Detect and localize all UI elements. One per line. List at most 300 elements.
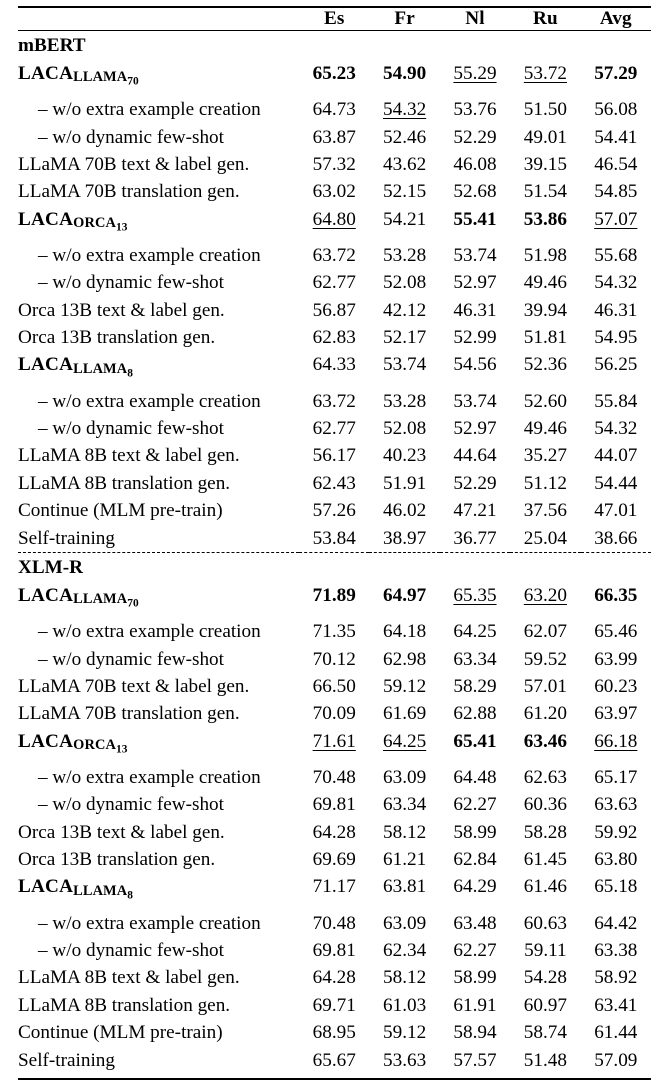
table-cell xyxy=(299,178,369,205)
table-cell xyxy=(299,700,369,727)
cell-value-es: 62.77 xyxy=(312,272,356,294)
cell-value-avg: 61.44 xyxy=(594,1022,638,1044)
table-cell xyxy=(369,297,439,324)
model-name-subscript: $LLAMA_{70}$ xyxy=(73,591,139,610)
table-cell xyxy=(510,388,580,415)
table-cell xyxy=(440,964,510,991)
cell-value-nl: 62.84 xyxy=(453,849,497,871)
table-cell xyxy=(440,442,510,469)
table-cell xyxy=(440,242,510,269)
cell-value-avg: 66.35 xyxy=(594,585,638,607)
row-label-model xyxy=(18,351,299,387)
table-row xyxy=(18,673,651,700)
cell-value-nl: 46.31 xyxy=(453,299,497,321)
table-cell xyxy=(510,728,580,764)
cell-value-es: 65.67 xyxy=(312,1049,356,1071)
table-cell xyxy=(581,206,651,242)
table-row xyxy=(18,96,651,123)
table-cell xyxy=(581,1019,651,1046)
table-row xyxy=(18,351,651,387)
cell-value-es: 64.73 xyxy=(312,99,356,121)
cell-value-fr: 63.09 xyxy=(383,766,427,788)
cell-value-ru: 51.12 xyxy=(523,472,567,494)
cell-value-es: 63.87 xyxy=(312,126,356,148)
cell-value-fr: 54.32 xyxy=(383,99,427,121)
row-label: – w/o extra example creation xyxy=(38,621,261,643)
cell-value-ru: 51.50 xyxy=(523,99,567,121)
cell-value-avg: 46.31 xyxy=(594,299,638,321)
table-cell xyxy=(299,582,369,618)
cell-value-ru: 37.56 xyxy=(523,500,567,522)
table-cell xyxy=(581,764,651,791)
cell-value-avg: 55.84 xyxy=(594,390,638,412)
table-cell xyxy=(510,269,580,296)
table-cell xyxy=(369,151,439,178)
table-cell xyxy=(510,764,580,791)
table-cell xyxy=(510,206,580,242)
cell-value-avg: 57.07 xyxy=(594,208,638,230)
cell-value-es: 69.69 xyxy=(312,849,356,871)
cell-value-ru: 60.36 xyxy=(523,794,567,816)
row-label: LLaMA 8B text & label gen. xyxy=(18,967,240,989)
cell-value-es: 64.80 xyxy=(312,208,356,230)
table-cell xyxy=(581,964,651,991)
table-cell xyxy=(581,873,651,909)
row-label: – w/o extra example creation xyxy=(38,99,261,121)
table-cell xyxy=(510,819,580,846)
table-cell xyxy=(581,96,651,123)
table-cell xyxy=(369,351,439,387)
column-header-fr: Fr xyxy=(394,8,415,29)
cell-value-ru: 62.63 xyxy=(523,766,567,788)
table-cell xyxy=(369,992,439,1019)
table-row xyxy=(18,618,651,645)
table-cell xyxy=(581,470,651,497)
row-label: LLaMA 70B text & label gen. xyxy=(18,675,250,697)
table-row xyxy=(18,846,651,873)
cell-value-nl: 52.29 xyxy=(453,126,497,148)
table-row xyxy=(18,1019,651,1046)
cell-value-fr: 53.63 xyxy=(383,1049,427,1071)
table-cell xyxy=(299,442,369,469)
cell-value-nl: 58.94 xyxy=(453,1022,497,1044)
table-cell xyxy=(510,525,580,553)
table-row xyxy=(18,151,651,178)
row-label: Self-training xyxy=(18,527,115,549)
table-cell xyxy=(369,1019,439,1046)
cell-value-avg: 56.08 xyxy=(594,99,638,121)
table-cell xyxy=(510,673,580,700)
cell-value-fr: 61.21 xyxy=(383,849,427,871)
table-cell xyxy=(440,1019,510,1046)
table-cell xyxy=(369,673,439,700)
cell-value-nl: 52.68 xyxy=(453,181,497,203)
table-cell xyxy=(369,618,439,645)
cell-value-ru: 61.20 xyxy=(523,703,567,725)
table-row xyxy=(18,60,651,96)
cell-value-ru: 49.46 xyxy=(523,417,567,439)
table-row xyxy=(18,764,651,791)
table-cell xyxy=(369,497,439,524)
table-cell xyxy=(440,415,510,442)
table-cell xyxy=(581,178,651,205)
row-label: – w/o extra example creation xyxy=(38,912,261,934)
cell-value-es: 62.83 xyxy=(312,327,356,349)
cell-value-es: 56.17 xyxy=(312,445,356,467)
cell-value-avg: 55.68 xyxy=(594,244,638,266)
cell-value-avg: 63.38 xyxy=(594,940,638,961)
table-cell xyxy=(510,846,580,873)
table-cell xyxy=(510,910,580,937)
table-cell xyxy=(299,388,369,415)
cell-value-avg: 54.41 xyxy=(594,126,638,148)
cell-value-es: 64.33 xyxy=(312,354,356,376)
cell-value-avg: 47.01 xyxy=(594,500,638,522)
cell-value-nl: 63.34 xyxy=(453,648,497,670)
cell-value-ru: 63.46 xyxy=(523,730,567,752)
cell-value-fr: 40.23 xyxy=(383,445,427,467)
row-label: – w/o dynamic few-shot xyxy=(38,417,224,439)
row-label: Orca 13B text & label gen. xyxy=(18,821,225,843)
table-cell xyxy=(510,873,580,909)
table-cell xyxy=(299,206,369,242)
cell-value-avg: 57.29 xyxy=(594,63,638,84)
cell-value-avg: 54.32 xyxy=(594,417,638,439)
cell-value-avg: 64.42 xyxy=(594,912,638,934)
row-label: LLaMA 70B translation gen. xyxy=(18,703,240,725)
cell-value-nl: 58.99 xyxy=(453,967,497,989)
cell-value-fr: 63.34 xyxy=(383,794,427,816)
row-label: Orca 13B text & label gen. xyxy=(18,299,225,321)
cell-value-fr: 58.12 xyxy=(383,967,427,989)
table-row xyxy=(18,324,651,351)
cell-value-fr: 43.62 xyxy=(383,153,427,175)
cell-value-fr: 52.08 xyxy=(383,417,427,439)
table-cell xyxy=(369,415,439,442)
cell-value-es: 71.17 xyxy=(312,876,356,898)
table-cell xyxy=(440,525,510,553)
table-cell xyxy=(369,937,439,964)
cell-value-ru: 25.04 xyxy=(523,527,567,549)
cell-value-es: 62.77 xyxy=(312,417,356,439)
cell-value-nl: 57.57 xyxy=(453,1049,497,1071)
table-cell xyxy=(299,415,369,442)
table-cell xyxy=(440,582,510,618)
table-cell xyxy=(440,764,510,791)
cell-value-ru: 59.52 xyxy=(523,648,567,670)
cell-value-nl: 52.97 xyxy=(453,272,497,294)
table-cell xyxy=(440,178,510,205)
table-cell xyxy=(581,582,651,618)
row-label-model xyxy=(18,728,299,764)
table-cell xyxy=(369,791,439,818)
cell-value-nl: 65.35 xyxy=(453,585,497,607)
table-cell xyxy=(510,415,580,442)
table-cell xyxy=(299,525,369,553)
table-cell xyxy=(299,618,369,645)
row-label: – w/o dynamic few-shot xyxy=(38,272,224,294)
cell-value-nl: 64.25 xyxy=(453,621,497,643)
table-cell xyxy=(510,442,580,469)
table-row xyxy=(18,525,651,553)
table-cell xyxy=(581,324,651,351)
table-cell xyxy=(510,618,580,645)
cell-value-fr: 53.28 xyxy=(383,390,427,412)
table-cell xyxy=(581,1047,651,1074)
table-cell xyxy=(510,700,580,727)
table-cell xyxy=(299,937,369,964)
row-label: Continue (MLM pre-train) xyxy=(18,1022,223,1044)
cell-value-ru: 52.60 xyxy=(523,390,567,412)
table-cell xyxy=(581,151,651,178)
table-cell xyxy=(510,964,580,991)
cell-value-avg: 56.25 xyxy=(594,354,638,376)
table-cell xyxy=(369,124,439,151)
cell-value-avg: 66.18 xyxy=(594,730,638,752)
table-row xyxy=(18,297,651,324)
table-cell xyxy=(440,873,510,909)
cell-value-ru: 51.54 xyxy=(523,181,567,203)
table-cell xyxy=(440,388,510,415)
table-cell xyxy=(440,700,510,727)
table-cell xyxy=(369,1047,439,1074)
table-header-row xyxy=(18,8,651,31)
table-cell xyxy=(510,124,580,151)
table-cell xyxy=(299,497,369,524)
cell-value-avg: 57.09 xyxy=(594,1049,638,1071)
table-cell xyxy=(299,992,369,1019)
table-cell xyxy=(510,791,580,818)
table-cell xyxy=(369,700,439,727)
table-row xyxy=(18,819,651,846)
table-cell xyxy=(369,470,439,497)
table-row xyxy=(18,206,651,242)
table-cell xyxy=(369,819,439,846)
table-cell xyxy=(510,470,580,497)
row-label: Continue (MLM pre-train) xyxy=(18,500,223,522)
table-cell xyxy=(299,297,369,324)
table-cell xyxy=(510,1019,580,1046)
table-cell xyxy=(510,242,580,269)
cell-value-fr: 63.09 xyxy=(383,912,427,934)
cell-value-fr: 42.12 xyxy=(383,299,427,321)
column-header-label xyxy=(18,8,299,31)
cell-value-avg: 65.46 xyxy=(594,621,638,643)
cell-value-es: 63.72 xyxy=(312,244,356,266)
cell-value-fr: 52.08 xyxy=(383,272,427,294)
table-cell xyxy=(369,525,439,553)
table-cell xyxy=(369,873,439,909)
cell-value-avg: 63.99 xyxy=(594,648,638,670)
table-cell xyxy=(369,96,439,123)
table-cell xyxy=(581,992,651,1019)
cell-value-fr: 62.98 xyxy=(383,648,427,670)
table-row xyxy=(18,728,651,764)
table-row xyxy=(18,910,651,937)
table-cell xyxy=(299,96,369,123)
cell-value-nl: 55.41 xyxy=(453,208,497,230)
table-cell xyxy=(440,324,510,351)
table-cell xyxy=(440,351,510,387)
table-cell xyxy=(299,1019,369,1046)
column-header-nl: Nl xyxy=(465,8,485,29)
cell-value-ru: 51.98 xyxy=(523,244,567,266)
table-cell xyxy=(369,388,439,415)
table-row xyxy=(18,442,651,469)
cell-value-avg: 54.44 xyxy=(594,472,638,494)
table-cell xyxy=(440,819,510,846)
cell-value-ru: 49.46 xyxy=(523,272,567,294)
cell-value-nl: 47.21 xyxy=(453,500,497,522)
table-cell xyxy=(581,846,651,873)
cell-value-nl: 58.99 xyxy=(453,821,497,843)
cell-value-fr: 61.03 xyxy=(383,994,427,1016)
cell-value-nl: 64.29 xyxy=(453,876,497,898)
table-row xyxy=(18,497,651,524)
cell-value-avg: 65.18 xyxy=(594,876,638,898)
cell-value-es: 69.81 xyxy=(312,794,356,816)
table-cell xyxy=(299,764,369,791)
table-cell xyxy=(510,646,580,673)
table-cell xyxy=(369,728,439,764)
cell-value-nl: 52.97 xyxy=(453,417,497,439)
model-size-subscript: 70 xyxy=(127,75,139,88)
table-cell xyxy=(369,910,439,937)
cell-value-avg: 59.92 xyxy=(594,821,638,843)
cell-value-ru: 59.11 xyxy=(524,940,567,961)
cell-value-avg: 54.32 xyxy=(594,272,638,294)
table-cell xyxy=(440,646,510,673)
table-cell xyxy=(299,673,369,700)
cell-value-fr: 52.17 xyxy=(383,327,427,349)
table-cell xyxy=(581,618,651,645)
model-name-base: LACA xyxy=(18,63,74,84)
row-label: LLaMA 70B translation gen. xyxy=(18,181,240,203)
cell-value-avg: 63.63 xyxy=(594,794,638,816)
cell-value-nl: 36.77 xyxy=(453,527,497,549)
table-cell xyxy=(299,351,369,387)
table-row xyxy=(18,124,651,151)
table-cell xyxy=(369,646,439,673)
cell-value-es: 62.43 xyxy=(312,472,356,494)
cell-value-ru: 54.28 xyxy=(523,967,567,989)
table-cell xyxy=(440,206,510,242)
table-cell xyxy=(581,442,651,469)
table-cell xyxy=(510,582,580,618)
table-cell xyxy=(299,470,369,497)
cell-value-ru: 35.27 xyxy=(523,445,567,467)
table-cell xyxy=(299,124,369,151)
cell-value-es: 66.50 xyxy=(312,675,356,697)
cell-value-ru: 39.15 xyxy=(523,153,567,175)
table-cell xyxy=(440,96,510,123)
table-cell xyxy=(510,151,580,178)
row-label: Orca 13B translation gen. xyxy=(18,849,216,871)
model-name-subscript: $LLAMA_8$ xyxy=(73,882,134,902)
table-cell xyxy=(581,525,651,553)
cell-value-ru: 58.28 xyxy=(523,821,567,843)
cell-value-avg: 65.17 xyxy=(594,766,638,788)
column-header-es: Es xyxy=(323,8,345,29)
row-label: LLaMA 8B translation gen. xyxy=(18,472,231,494)
cell-value-es: 70.48 xyxy=(312,912,356,934)
cell-value-fr: 64.97 xyxy=(383,585,427,607)
table-cell xyxy=(510,324,580,351)
cell-value-es: 56.87 xyxy=(312,299,356,321)
row-label: Self-training xyxy=(18,1049,115,1071)
table-cell xyxy=(581,673,651,700)
row-label: – w/o extra example creation xyxy=(38,766,261,788)
table-row xyxy=(18,646,651,673)
table-cell xyxy=(440,937,510,964)
table-cell xyxy=(369,206,439,242)
cell-value-es: 64.28 xyxy=(312,821,356,843)
row-label-model xyxy=(18,582,299,618)
cell-value-fr: 54.90 xyxy=(383,63,427,84)
model-name-base: LACA xyxy=(18,354,74,376)
table-cell xyxy=(440,910,510,937)
cell-value-ru: 51.48 xyxy=(523,1049,567,1071)
table-cell xyxy=(440,1047,510,1074)
cell-value-nl: 53.74 xyxy=(453,390,497,412)
model-size-subscript: 8 xyxy=(127,367,134,380)
cell-value-nl: 52.99 xyxy=(453,327,497,349)
model-name-subscript: $LLAMA_{70}$ xyxy=(73,69,139,88)
table-cell xyxy=(581,297,651,324)
cell-value-fr: 62.34 xyxy=(383,940,427,961)
cell-value-avg: 58.92 xyxy=(594,967,638,989)
table-row xyxy=(18,269,651,296)
table-row xyxy=(18,937,651,964)
cell-value-fr: 64.18 xyxy=(383,621,427,643)
table-row xyxy=(18,415,651,442)
table-cell xyxy=(299,151,369,178)
cell-value-fr: 52.46 xyxy=(383,126,427,148)
results-table-body xyxy=(18,7,651,1080)
cell-value-fr: 38.97 xyxy=(383,527,427,549)
model-name-subscript: $ORCA_{13}$ xyxy=(73,737,128,756)
table-cell xyxy=(440,151,510,178)
cell-value-nl: 53.76 xyxy=(453,99,497,121)
table-cell xyxy=(581,819,651,846)
cell-value-nl: 58.29 xyxy=(453,675,497,697)
row-label: LLaMA 8B translation gen. xyxy=(18,994,231,1016)
table-cell xyxy=(369,324,439,351)
cell-value-nl: 46.08 xyxy=(453,153,497,175)
table-cell xyxy=(510,937,580,964)
cell-value-ru: 60.97 xyxy=(523,994,567,1016)
row-label: – w/o extra example creation xyxy=(38,244,261,266)
table-cell xyxy=(581,242,651,269)
table-cell xyxy=(581,351,651,387)
model-name-base: LACA xyxy=(18,730,74,752)
cell-value-es: 71.35 xyxy=(312,621,356,643)
cell-value-es: 57.26 xyxy=(312,500,356,522)
model-size-subscript: 70 xyxy=(127,597,139,610)
table-cell xyxy=(369,846,439,873)
table-row xyxy=(18,992,651,1019)
cell-value-nl: 64.48 xyxy=(453,766,497,788)
section-title: mBERT xyxy=(18,35,86,56)
section-header-row-xlm-r xyxy=(18,553,651,582)
cell-value-avg: 44.07 xyxy=(594,445,638,467)
cell-value-es: 57.32 xyxy=(312,153,356,175)
model-name-base: LACA xyxy=(18,208,74,230)
section-header-row-mbert xyxy=(18,31,651,60)
row-label-model xyxy=(18,206,299,242)
table-cell xyxy=(581,910,651,937)
table-cell xyxy=(440,992,510,1019)
